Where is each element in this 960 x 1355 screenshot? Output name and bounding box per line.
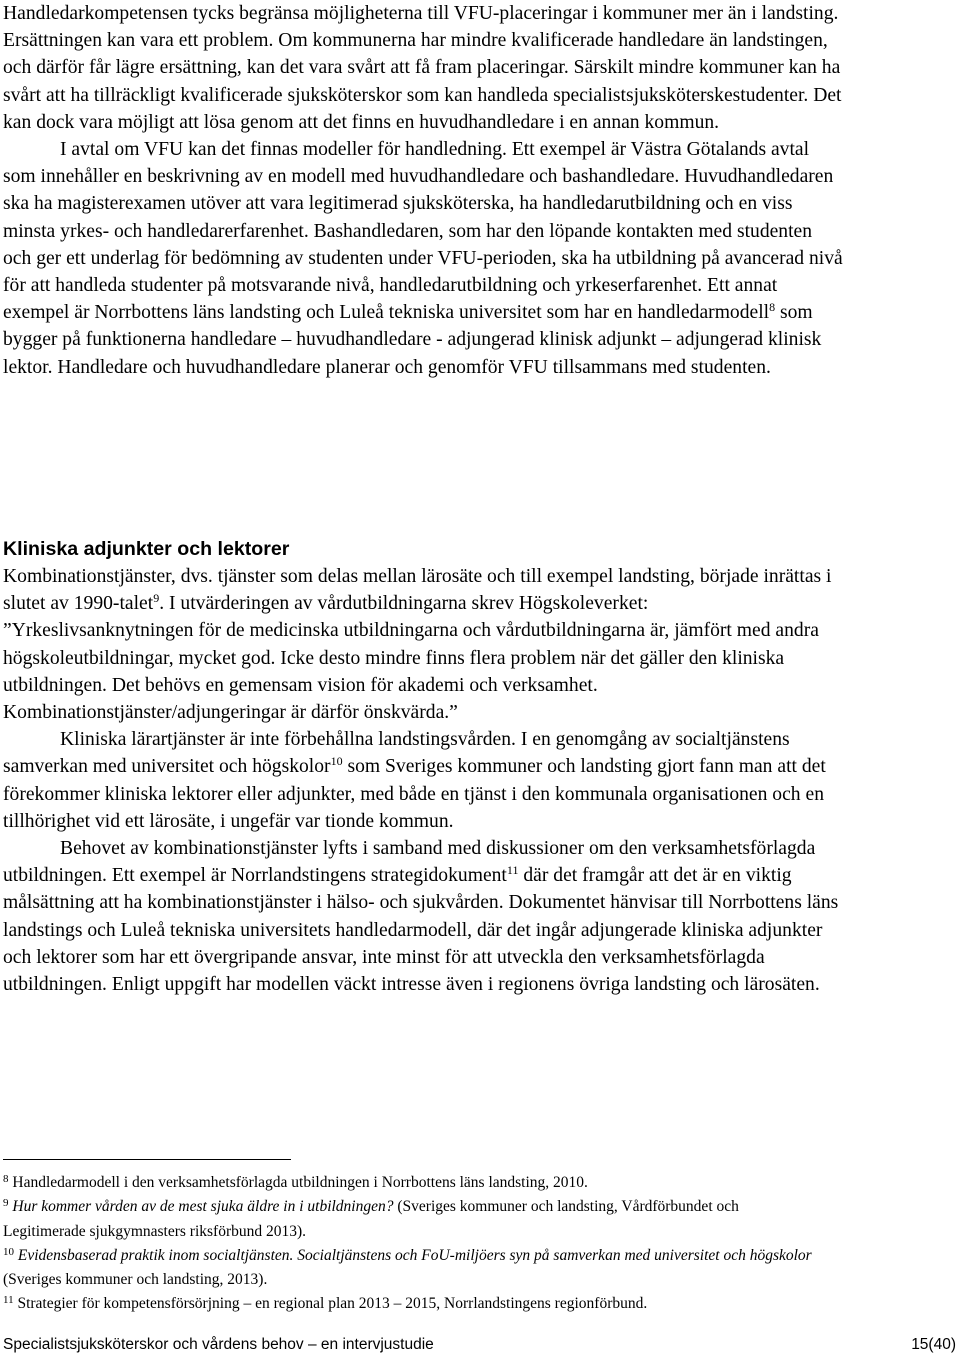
paragraph-text: Kliniska lärartjänster är inte förbehållna landstingsvården. I en genomgång av socialtjänstens samverkan med universitet och högskolor <box>3 729 790 778</box>
footnote-number: 8 <box>3 1173 9 1185</box>
footnote-text: Strategier för kompetensförsörjning – en regional plan 2013 – 2015, Norrlandstingens regionförbund. <box>13 1295 648 1313</box>
section-heading: Kliniska adjunkter och lektorer <box>3 538 290 560</box>
paragraph-text: I avtal om VFU kan det finnas modeller för handledning. Ett exempel är Västra Götalands avtal som innehåller en beskrivning av en modell med huvudhandledare och bashandledare. Huvudhandledaren ska ha magisterexamen utöver att vara legitimerad sjuksköterska, ha handledarutbildning och en viss minsta yrkes- och handledarerfarenhet. Bashandledaren, som har den löpande kontakten med studenten och ger ett underlag för bedömning av studenten under VFU-perioden, ska ha utbildning på avancerad nivå för att handleda studenter på motsvarande nivå, handledarutbildning och yrkeserfarenhet. Ett annat exempel är Norrbottens läns landsting och Luleå tekniska universitet som har en handledarmodell <box>3 139 843 324</box>
footnotes <box>3 1171 823 1317</box>
paragraph <box>3 563 843 726</box>
footnote <box>3 1171 823 1195</box>
footnote-text: (Sveriges kommuner och landsting, Vårdförbundet och Legitimerade sjukgymnasters riksförbund 2013). <box>3 1198 739 1240</box>
footnote-italic: Hur kommer vården av de mest sjuka äldre in i utbildningen? <box>8 1198 394 1216</box>
paragraph-text: . I utvärderingen av vårdutbildningarna skrev Högskoleverket: ”Yrkeslivsanknytningen för de medicinska utbildningarna och vårdutbildningarna är, jämfört med andra högskoleutbildningar, mycket god. Icke desto mindre finns flera problem när det gäller den kliniska utbildningen. Det behövs en gemensam vision för akademi och verksamhet. Kombinationstjänster/adjungeringar är därför önskvärda.” <box>3 593 819 724</box>
footnote <box>3 1244 823 1293</box>
section-handledning <box>3 0 843 381</box>
footer-title: Specialistsjuksköterskor och vårdens behov – en intervjustudie <box>3 1336 434 1353</box>
footnote-separator <box>3 1159 291 1160</box>
paragraph <box>3 726 843 835</box>
paragraph <box>3 835 843 998</box>
footnote-ref[interactable]: 10 <box>330 754 343 769</box>
footnote-number: 11 <box>3 1294 14 1307</box>
footnote-number: 10 <box>3 1245 14 1258</box>
paragraph-text: Kombinationstjänster, dvs. tjänster som delas mellan lärosäte och till exempel landsting, började inrättas i slutet av 1990-talet <box>3 566 832 615</box>
footnote <box>3 1292 823 1316</box>
footnote-text: Handledarmodell i den verksamhetsförlagda utbildningen i Norrbottens läns landsting, 2010. <box>8 1174 588 1191</box>
paragraph <box>3 136 843 381</box>
footnote-italic: Evidensbaserad praktik inom socialtjänsten. Socialtjänstens och FoU-miljöers syn på samverkan med universitet och högskolor <box>14 1246 812 1264</box>
paragraph-text: Behovet av kombinationstjänster lyfts i samband med diskussioner om den verksamhetsförlagda utbildningen. Ett exempel är Norrlandstingens strategidokument <box>3 838 816 887</box>
paragraph-text: där det framgår att det är en viktig målsättning att ha kombinationstjänster i hälso- och sjukvården. Dokumentet hänvisar till Norrbottens läns landstings och Luleå tekniska universitets handledarmodell, där det ingår adjungerade kliniska adjunkter och lektorer som har ett övergripande ansvar, inte minst för att utveckla den verksamhetsförlagda utbildningen. Enligt uppgift har modellen väckt intresse även i regionens övriga landsting och lärosäten. <box>3 865 839 996</box>
footnote-number: 9 <box>3 1197 9 1210</box>
page-number: 15(40) <box>911 1336 956 1353</box>
page-footer <box>3 1335 956 1355</box>
section-kliniska-adjunkter <box>3 563 843 998</box>
paragraph-text: som bygger på funktionerna handledare – huvudhandledare - adjungerad klinisk adjunkt – adjungerad klinisk lektor. Handledare och huvudhandledare planerar och genomför VFU tillsammans med studenten. <box>3 302 822 378</box>
paragraph-text: som Sveriges kommuner och landsting gjort fann man att det förekommer kliniska lektorer eller adjunkter, med både en tjänst i den kommunala organisationen och en tillhörighet vid ett lärosäte, i ungefär var tionde kommun. <box>3 756 826 832</box>
footnote <box>3 1195 823 1244</box>
footnote-ref[interactable]: 9 <box>153 591 160 606</box>
paragraph: Handledarkompetensen tycks begränsa möjligheterna till VFU-placeringar i kommuner mer än i landsting. Ersättningen kan vara ett problem. Om kommunerna har mindre kvalificerade handledare än landstingen, och därför får lägre ersättning, kan det vara svårt att få fram placeringar. Särskilt mindre kommuner kan ha svårt att ha tillräckligt kvalificerade sjuksköterskor som kan handleda specialistsjuksköterskestudenter. Det kan dock vara möjligt att lösa genom att det finns en huvudhandledare i en annan kommun. <box>3 3 842 133</box>
footnote-text: (Sveriges kommuner och landsting, 2013). <box>3 1271 268 1289</box>
footnote-ref[interactable]: 8 <box>769 300 776 315</box>
footnote-ref[interactable]: 11 <box>506 863 519 878</box>
